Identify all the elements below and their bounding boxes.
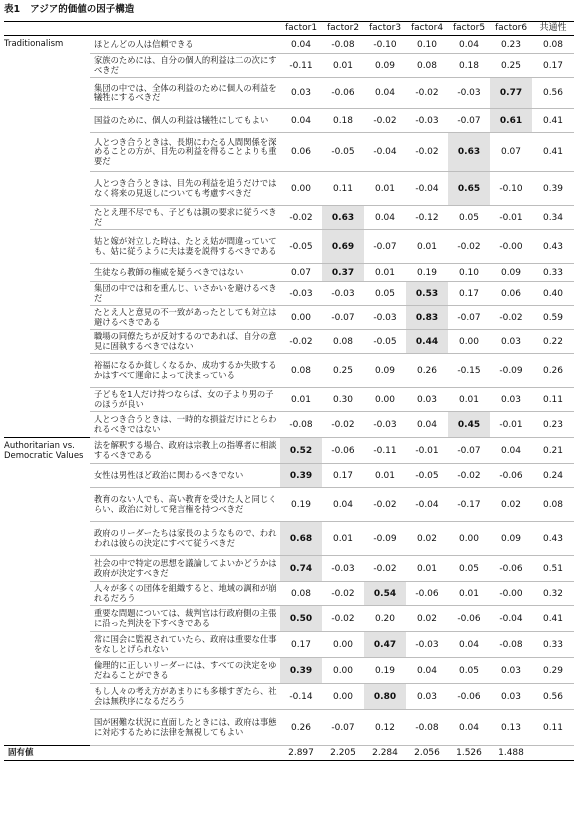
header-row xyxy=(4,22,574,36)
eigenvalue-cell xyxy=(532,746,574,761)
header-group-blank xyxy=(4,22,90,36)
loading-cell: -0.14 xyxy=(280,684,322,710)
communality-cell: 0.26 xyxy=(532,354,574,388)
eigenvalue-cell: 2.897 xyxy=(280,746,322,761)
loading-cell: -0.07 xyxy=(448,438,490,464)
loading-cell: -0.06 xyxy=(490,556,532,582)
table-row xyxy=(4,282,574,306)
loading-cell: -0.08 xyxy=(280,412,322,438)
loading-cell: -0.02 xyxy=(280,330,322,354)
loading-cell: -0.03 xyxy=(322,282,364,306)
communality-cell: 0.08 xyxy=(532,488,574,522)
loading-cell: 0.23 xyxy=(490,36,532,54)
table-row xyxy=(4,54,574,78)
loading-cell: -0.03 xyxy=(364,412,406,438)
item-text: 国益のために、個人の利益は犠牲にしてもよい xyxy=(90,109,280,133)
loading-cell: -0.03 xyxy=(448,78,490,109)
loading-cell: 0.54 xyxy=(364,582,406,606)
loading-cell: 0.17 xyxy=(448,282,490,306)
loading-cell: 0.18 xyxy=(322,109,364,133)
loading-cell: 0.09 xyxy=(364,54,406,78)
item-text: 人とつき合うときは、一時的な損益だけにとらわれるべきではない xyxy=(90,412,280,438)
item-text: 家族のためには、自分の個人的利益は二の次にすべきだ xyxy=(90,54,280,78)
loading-cell: 0.03 xyxy=(406,388,448,412)
loading-cell: 0.01 xyxy=(364,264,406,282)
loading-cell: 0.05 xyxy=(364,282,406,306)
table-row xyxy=(4,388,574,412)
loading-cell: 0.01 xyxy=(448,582,490,606)
eigenvalue-row xyxy=(4,746,574,761)
loading-cell: -0.09 xyxy=(364,522,406,556)
loading-cell: -0.02 xyxy=(406,133,448,172)
loading-cell: 0.17 xyxy=(322,464,364,488)
item-text: 子どもを1人だけ持つならば、女の子より男の子のほうが良い xyxy=(90,388,280,412)
loading-cell: 0.17 xyxy=(280,632,322,658)
loading-cell: 0.08 xyxy=(322,330,364,354)
loading-cell: -0.01 xyxy=(406,438,448,464)
loading-cell: 0.00 xyxy=(364,388,406,412)
communality-cell: 0.22 xyxy=(532,330,574,354)
loading-cell: -0.07 xyxy=(322,306,364,330)
loading-cell: -0.06 xyxy=(406,582,448,606)
loading-cell: 0.05 xyxy=(448,556,490,582)
factor-structure-table xyxy=(4,21,574,761)
loading-cell: 0.19 xyxy=(364,658,406,684)
loading-cell: -0.09 xyxy=(490,354,532,388)
loading-cell: 0.26 xyxy=(280,710,322,746)
item-text: 常に国会に監視されていたら、政府は重要な仕事をなしとげられない xyxy=(90,632,280,658)
item-text: 人々が多くの団体を組織すると、地域の調和が崩れるだろう xyxy=(90,582,280,606)
communality-cell: 0.17 xyxy=(532,54,574,78)
loading-cell: -0.02 xyxy=(322,582,364,606)
item-text: 人とつき合うときは、目先の利益を追うだけではなく将来の見返しについても考慮すべきだ xyxy=(90,172,280,206)
loading-cell: -0.06 xyxy=(448,606,490,632)
loading-cell: 0.50 xyxy=(280,606,322,632)
loading-cell: -0.12 xyxy=(406,206,448,230)
loading-cell: 0.53 xyxy=(406,282,448,306)
loading-cell: 0.39 xyxy=(280,464,322,488)
loading-cell: 0.08 xyxy=(406,54,448,78)
loading-cell: 0.04 xyxy=(448,632,490,658)
item-text: 集団の中では和を重んじ、いさかいを避けるべきだ xyxy=(90,282,280,306)
loading-cell: 0.20 xyxy=(364,606,406,632)
item-text: 裕福になるか貧しくなるか、成功するか失敗するかはすべて運命によって決まっている xyxy=(90,354,280,388)
table-row xyxy=(4,36,574,54)
loading-cell: -0.06 xyxy=(322,78,364,109)
table-row xyxy=(4,684,574,710)
group-label: Traditionalism xyxy=(4,39,64,49)
loading-cell: 0.11 xyxy=(322,172,364,206)
item-text: 人とつき合うときは、長期にわたる人間関係を深めることの方が、目先の利益を得ることよりも重要だ xyxy=(90,133,280,172)
loading-cell: 0.18 xyxy=(448,54,490,78)
table-row xyxy=(4,133,574,172)
table-row xyxy=(4,306,574,330)
loading-cell: 0.25 xyxy=(490,54,532,78)
header-factor1: factor1 xyxy=(280,22,322,36)
loading-cell: -0.04 xyxy=(490,606,532,632)
loading-cell: -0.07 xyxy=(364,230,406,264)
header-item-blank xyxy=(90,22,280,36)
loading-cell: 0.03 xyxy=(490,330,532,354)
loading-cell: -0.07 xyxy=(448,306,490,330)
loading-cell: 0.01 xyxy=(406,556,448,582)
table-row xyxy=(4,582,574,606)
loading-cell: -0.04 xyxy=(364,133,406,172)
loading-cell: -0.05 xyxy=(280,230,322,264)
loading-cell: 0.00 xyxy=(322,658,364,684)
item-text: もし人々の考え方があまりにも多様すぎたら、社会は無秩序になるだろう xyxy=(90,684,280,710)
communality-cell: 0.29 xyxy=(532,658,574,684)
table-row xyxy=(4,264,574,282)
loading-cell: 0.10 xyxy=(406,36,448,54)
table-row xyxy=(4,522,574,556)
loading-cell: 0.09 xyxy=(490,264,532,282)
communality-cell: 0.21 xyxy=(532,438,574,464)
loading-cell: 0.44 xyxy=(406,330,448,354)
communality-cell: 0.41 xyxy=(532,133,574,172)
loading-cell: 0.00 xyxy=(448,330,490,354)
loading-cell: 0.01 xyxy=(322,522,364,556)
loading-cell: 0.03 xyxy=(280,78,322,109)
loading-cell: -0.15 xyxy=(448,354,490,388)
communality-cell: 0.39 xyxy=(532,172,574,206)
loading-cell: -0.02 xyxy=(322,412,364,438)
item-text: 国が困難な状況に直面したときには、政府は事態に対応するために法律を無視してもよい xyxy=(90,710,280,746)
header-factor5: factor5 xyxy=(448,22,490,36)
item-text: 社会の中で特定の思想を議論してよいかどうかは政府が決定すべきだ xyxy=(90,556,280,582)
communality-cell: 0.33 xyxy=(532,632,574,658)
loading-cell: 0.63 xyxy=(322,206,364,230)
eigenvalue-cell: 2.205 xyxy=(322,746,364,761)
loading-cell: 0.03 xyxy=(490,658,532,684)
loading-cell: 0.01 xyxy=(364,172,406,206)
loading-cell: -0.03 xyxy=(406,632,448,658)
table-row xyxy=(4,606,574,632)
loading-cell: -0.03 xyxy=(280,282,322,306)
loading-cell: 0.04 xyxy=(490,438,532,464)
communality-cell: 0.41 xyxy=(532,109,574,133)
table-row xyxy=(4,632,574,658)
table-row xyxy=(4,330,574,354)
loading-cell: 0.04 xyxy=(280,36,322,54)
table-title: アジア的価値の因子構造 xyxy=(30,4,135,15)
loading-cell: 0.05 xyxy=(448,658,490,684)
loading-cell: 0.47 xyxy=(364,632,406,658)
loading-cell: 0.01 xyxy=(406,230,448,264)
communality-cell: 0.08 xyxy=(532,36,574,54)
eigenvalue-cell: 2.056 xyxy=(406,746,448,761)
loading-cell: -0.01 xyxy=(490,412,532,438)
loading-cell: -0.11 xyxy=(280,54,322,78)
loading-cell: 0.04 xyxy=(406,412,448,438)
loading-cell: 0.05 xyxy=(448,206,490,230)
loading-cell: 0.69 xyxy=(322,230,364,264)
item-text: 倫理的に正しいリーダーには、すべての決定をゆだねることができる xyxy=(90,658,280,684)
communality-cell: 0.56 xyxy=(532,684,574,710)
table-row xyxy=(4,412,574,438)
loading-cell: 0.80 xyxy=(364,684,406,710)
loading-cell: -0.05 xyxy=(322,133,364,172)
loading-cell: 0.02 xyxy=(406,606,448,632)
item-text: 教育のない人でも、高い教育を受けた人と同じくらい、政治に対して発言権を持つべきだ xyxy=(90,488,280,522)
loading-cell: 0.02 xyxy=(490,488,532,522)
loading-cell: -0.02 xyxy=(280,206,322,230)
loading-cell: 0.08 xyxy=(280,582,322,606)
loading-cell: 0.09 xyxy=(490,522,532,556)
table-caption xyxy=(4,3,574,21)
loading-cell: 0.00 xyxy=(448,522,490,556)
loading-cell: -0.06 xyxy=(322,438,364,464)
header-factor2: factor2 xyxy=(322,22,364,36)
communality-cell: 0.11 xyxy=(532,388,574,412)
loading-cell: -0.02 xyxy=(448,230,490,264)
item-text: 政府のリーダーたちは家長のようなもので、われわれは彼らの決定にすべて従うべきだ xyxy=(90,522,280,556)
header-factor4: factor4 xyxy=(406,22,448,36)
eigenvalue-cell: 2.284 xyxy=(364,746,406,761)
item-text: ほとんどの人は信頼できる xyxy=(90,36,280,54)
loading-cell: -0.11 xyxy=(364,438,406,464)
item-text: 女性は男性ほど政治に関わるべきでない xyxy=(90,464,280,488)
item-text: 重要な問題については、裁判官は行政府側の主張に沿った判決を下すべきである xyxy=(90,606,280,632)
loading-cell: -0.02 xyxy=(406,78,448,109)
loading-cell: 0.06 xyxy=(490,282,532,306)
loading-cell: 0.06 xyxy=(280,133,322,172)
loading-cell: 0.00 xyxy=(280,172,322,206)
loading-cell: 0.26 xyxy=(406,354,448,388)
table-row xyxy=(4,438,574,464)
communality-cell: 0.23 xyxy=(532,412,574,438)
table-row xyxy=(4,78,574,109)
loading-cell: -0.03 xyxy=(406,109,448,133)
item-text: 職場の同僚たちが反対するのであれば、自分の意見に固執するべきではない xyxy=(90,330,280,354)
loading-cell: -0.07 xyxy=(322,710,364,746)
loading-cell: 0.52 xyxy=(280,438,322,464)
loading-cell: 0.37 xyxy=(322,264,364,282)
header-communality: 共通性 xyxy=(532,22,574,36)
loading-cell: 0.04 xyxy=(364,78,406,109)
loading-cell: 0.02 xyxy=(406,522,448,556)
communality-cell: 0.32 xyxy=(532,582,574,606)
table-number: 表1 xyxy=(4,4,21,15)
communality-cell: 0.59 xyxy=(532,306,574,330)
loading-cell: -0.02 xyxy=(364,488,406,522)
loading-cell: -0.03 xyxy=(322,556,364,582)
table-row xyxy=(4,206,574,230)
table-row xyxy=(4,354,574,388)
table-row xyxy=(4,556,574,582)
loading-cell: 0.25 xyxy=(322,354,364,388)
loading-cell: 0.83 xyxy=(406,306,448,330)
loading-cell: 0.19 xyxy=(280,488,322,522)
loading-cell: 0.04 xyxy=(364,206,406,230)
loading-cell: -0.05 xyxy=(364,330,406,354)
loading-cell: -0.02 xyxy=(364,109,406,133)
loading-cell: 0.04 xyxy=(448,36,490,54)
loading-cell: -0.01 xyxy=(490,206,532,230)
loading-cell: 0.03 xyxy=(490,388,532,412)
loading-cell: 0.39 xyxy=(280,658,322,684)
loading-cell: 0.01 xyxy=(448,388,490,412)
loading-cell: -0.07 xyxy=(448,109,490,133)
communality-cell: 0.43 xyxy=(532,522,574,556)
loading-cell: -0.06 xyxy=(448,684,490,710)
loading-cell: 0.74 xyxy=(280,556,322,582)
loading-cell: 0.01 xyxy=(280,388,322,412)
communality-cell: 0.11 xyxy=(532,710,574,746)
loading-cell: 0.77 xyxy=(490,78,532,109)
communality-cell: 0.51 xyxy=(532,556,574,582)
loading-cell: 0.08 xyxy=(280,354,322,388)
loading-cell: -0.02 xyxy=(364,556,406,582)
loading-cell: -0.17 xyxy=(448,488,490,522)
table-body xyxy=(4,36,574,761)
loading-cell: 0.01 xyxy=(322,54,364,78)
loading-cell: -0.05 xyxy=(406,464,448,488)
loading-cell: 0.00 xyxy=(322,632,364,658)
loading-cell: 0.04 xyxy=(322,488,364,522)
loading-cell: -0.03 xyxy=(364,306,406,330)
loading-cell: 0.09 xyxy=(364,354,406,388)
table-row xyxy=(4,109,574,133)
group-label: Authoritarian vs. Democratic Values xyxy=(4,438,90,746)
loading-cell: 0.07 xyxy=(490,133,532,172)
table-row xyxy=(4,488,574,522)
item-text: 集団の中では、全体の利益のために個人の利益を犠牲にするべきだ xyxy=(90,78,280,109)
loading-cell: -0.10 xyxy=(364,36,406,54)
loading-cell: -0.02 xyxy=(322,606,364,632)
loading-cell: 0.65 xyxy=(448,172,490,206)
loading-cell: 0.00 xyxy=(280,306,322,330)
header-factor3: factor3 xyxy=(364,22,406,36)
loading-cell: -0.00 xyxy=(490,582,532,606)
table-row xyxy=(4,710,574,746)
loading-cell: 0.01 xyxy=(364,464,406,488)
loading-cell: -0.00 xyxy=(490,230,532,264)
loading-cell: -0.02 xyxy=(490,306,532,330)
communality-cell: 0.40 xyxy=(532,282,574,306)
table-row xyxy=(4,464,574,488)
loading-cell: 0.12 xyxy=(364,710,406,746)
loading-cell: 0.03 xyxy=(490,684,532,710)
header-factor6: factor6 xyxy=(490,22,532,36)
loading-cell: 0.04 xyxy=(406,658,448,684)
loading-cell: 0.07 xyxy=(280,264,322,282)
loading-cell: 0.03 xyxy=(406,684,448,710)
item-text: 法を解釈する場合、政府は宗教上の指導者に相談するべきである xyxy=(90,438,280,464)
loading-cell: -0.08 xyxy=(490,632,532,658)
communality-cell: 0.41 xyxy=(532,606,574,632)
loading-cell: -0.10 xyxy=(490,172,532,206)
loading-cell: 0.61 xyxy=(490,109,532,133)
item-text: 姑と嫁が対立した時は、たとえ姑が間違っていても、姑に従うように夫は妻を説得するべきである xyxy=(90,230,280,264)
eigenvalue-label: 固有値 xyxy=(4,746,280,761)
loading-cell: 0.00 xyxy=(322,684,364,710)
loading-cell: -0.06 xyxy=(490,464,532,488)
communality-cell: 0.34 xyxy=(532,206,574,230)
loading-cell: 0.30 xyxy=(322,388,364,412)
table-row xyxy=(4,172,574,206)
loading-cell: -0.04 xyxy=(406,172,448,206)
item-text: たとえ理不尽でも、子どもは親の要求に従うべきだ xyxy=(90,206,280,230)
table-row xyxy=(4,658,574,684)
loading-cell: 0.45 xyxy=(448,412,490,438)
loading-cell: 0.13 xyxy=(490,710,532,746)
eigenvalue-cell: 1.526 xyxy=(448,746,490,761)
communality-cell: 0.24 xyxy=(532,464,574,488)
communality-cell: 0.33 xyxy=(532,264,574,282)
loading-cell: -0.02 xyxy=(448,464,490,488)
loading-cell: -0.04 xyxy=(406,488,448,522)
communality-cell: 0.56 xyxy=(532,78,574,109)
item-text: たとえ人と意見の不一致があったとしても対立は避けるべきである xyxy=(90,306,280,330)
table-row xyxy=(4,230,574,264)
loading-cell: -0.08 xyxy=(322,36,364,54)
loading-cell: 0.04 xyxy=(448,710,490,746)
communality-cell: 0.43 xyxy=(532,230,574,264)
loading-cell: -0.08 xyxy=(406,710,448,746)
loading-cell: 0.63 xyxy=(448,133,490,172)
loading-cell: 0.68 xyxy=(280,522,322,556)
item-text: 生徒なら教師の権威を疑うべきではない xyxy=(90,264,280,282)
eigenvalue-cell: 1.488 xyxy=(490,746,532,761)
loading-cell: 0.19 xyxy=(406,264,448,282)
loading-cell: 0.04 xyxy=(280,109,322,133)
loading-cell: 0.10 xyxy=(448,264,490,282)
